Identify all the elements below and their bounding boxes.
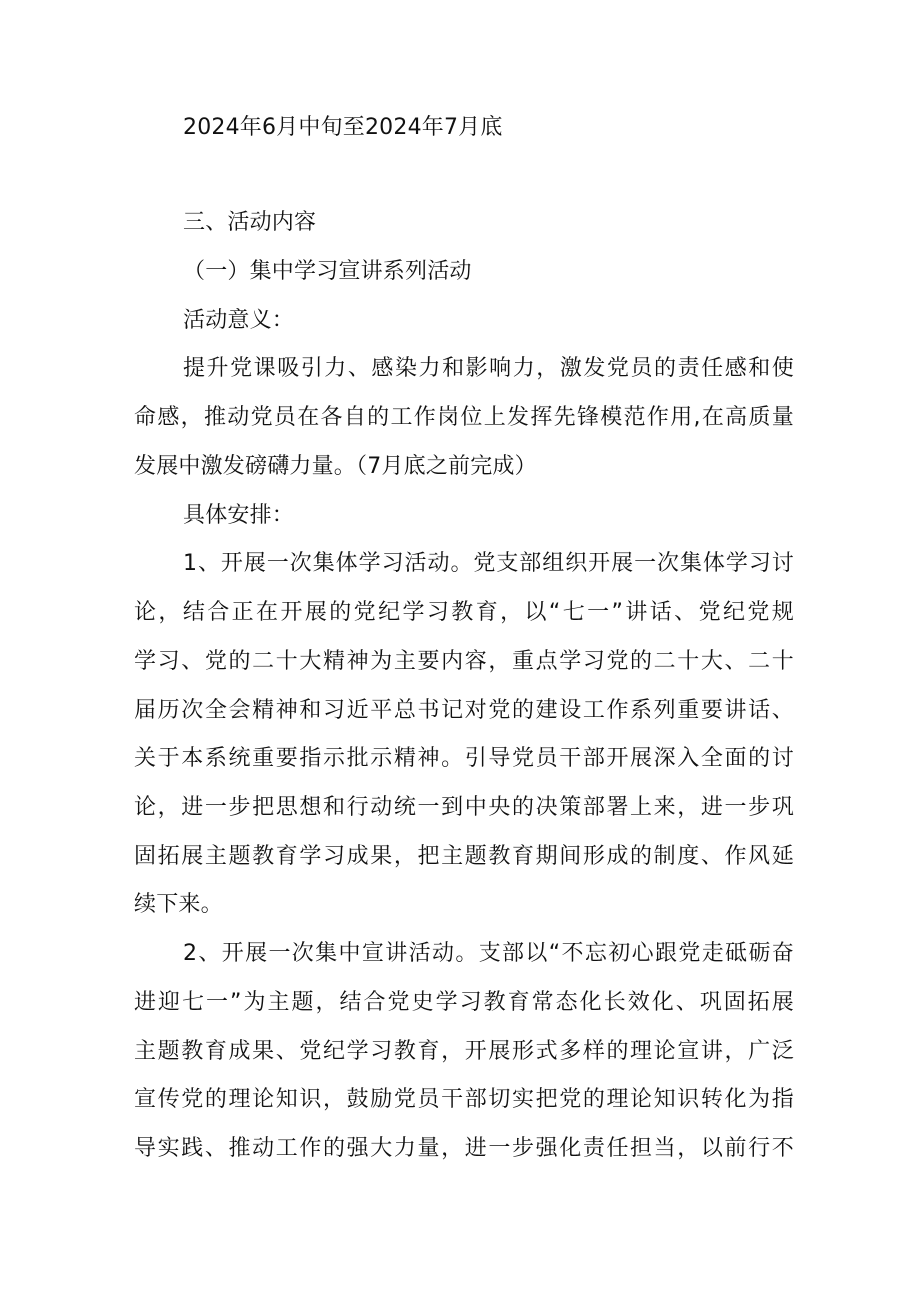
time-range-line: 2024年6月中旬至2024年7月底: [183, 115, 503, 140]
paragraph-line: 2、开展一次集中宣讲活动。支部以“不忘初心跟党走砥砺奋: [183, 941, 794, 966]
paragraph-line: 论，结合正在开展的党纪学习教育，以“七一”讲话、党纪党规: [134, 600, 794, 625]
arrangement-label: 具体安排：: [183, 503, 295, 528]
paragraph-line: 命感，推动党员在各自的工作岗位上发挥先锋模范作用,在高质量: [134, 405, 794, 430]
paragraph-line: 学习、党的二十大精神为主要内容，重点学习党的二十大、二十: [134, 649, 794, 674]
paragraph-line: 固拓展主题教育学习成果，把主题教育期间形成的制度、作风延: [134, 844, 794, 869]
activity-meaning-label: 活动意义：: [183, 308, 295, 333]
paragraph-line: 关于本系统重要指示批示精神。引导党员干部开展深入全面的讨: [134, 746, 794, 771]
paragraph-line: 主题教育成果、党纪学习教育，开展形式多样的理论宣讲，广泛: [134, 1039, 794, 1064]
paragraph-line: 导实践、推动工作的强大力量，进一步强化责任担当，以前行不: [134, 1136, 794, 1161]
paragraph-line: 论，进一步把思想和行动统一到中央的决策部署上来，进一步巩: [134, 795, 794, 820]
section-heading: 三、活动内容: [183, 210, 317, 235]
paragraph-line: 进迎七一”为主题，结合党史学习教育常态化长效化、巩固拓展: [134, 990, 794, 1015]
subsection-heading: （一）集中学习宣讲系列活动: [183, 259, 472, 284]
paragraph-line: 届历次全会精神和习近平总书记对党的建设工作系列重要讲话、: [134, 698, 794, 723]
paragraph-line: 1、开展一次集体学习活动。党支部组织开展一次集体学习讨: [183, 551, 794, 576]
paragraph-line: 宣传党的理论知识，鼓励党员干部切实把党的理论知识转化为指: [134, 1087, 794, 1112]
paragraph-line: 续下来。: [134, 892, 223, 917]
paragraph-line: 发展中激发磅礴力量。（7月底之前完成）: [134, 454, 537, 479]
paragraph-line: 提升党课吸引力、感染力和影响力，激发党员的责任感和使: [183, 356, 794, 381]
